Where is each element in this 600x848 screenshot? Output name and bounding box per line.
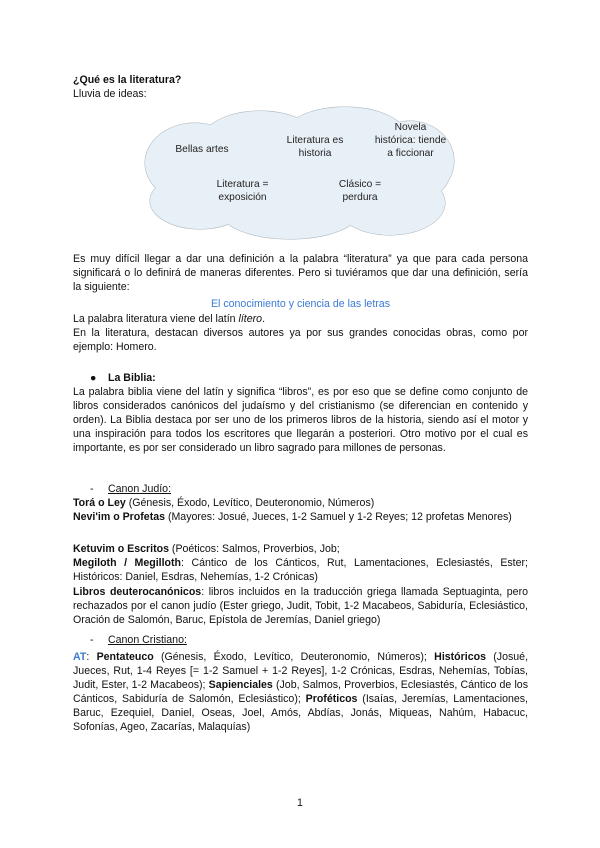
brainstorm-label: Lluvia de ideas: <box>73 88 147 100</box>
bullet-icon: ● <box>90 372 97 384</box>
idea-literatura-historia: Literatura es historia <box>286 135 344 159</box>
page-title: ¿Qué es la literatura? <box>73 74 182 86</box>
deuterocanonicos-line: Libros deuterocanónicos: libros incluidos en la traducción griega llamada Septuaginta, pero rechazados por el canon judío (Ester griego, Judit, Tobit, 1-2 Macabeos, Sabiduría, Eclesiástico, Oración de Salomón, Baruc, Epístola de Jeremías, Daniel griego) <box>73 586 528 626</box>
dash-icon: - <box>90 634 94 646</box>
ketuvim-line: Ketuvim o Escritos (Poéticos: Salmos, Proverbios, Job; <box>73 543 340 555</box>
idea-novela-historica: Novela histórica: tiende a ficcionar <box>374 122 447 159</box>
bible-heading: ● La Biblia: <box>90 372 156 384</box>
canon-cristiano-paragraph: AT: Pentateuco (Génesis, Éxodo, Levítico, Deuteronomio, Números); Históricos (Josué, Jueces, Rut, 1-4 Reyes [= 1-2 Samuel + 1-2 Reyes], 1-2 Crónicas, Esdras, Nehemías, Tobías, Judit, Ester, 1-2 Macabeos); Sapienciales (Job, Salmos, Proverbios, Eclesiastés, Cántico de los Cánticos, Sabiduría de Salomón, Eclesiástico); Proféticos (Isaías, Jeremías, Lamentaciones, Baruc, Ezequiel, Daniel, Oseas, Joel, Amós, Abdías, Jonás, Miqueas, Nahúm, Habacuc, Sofonías, Ageo, Zacarías, Malaquías) <box>73 651 529 733</box>
bible-paragraph: La palabra biblia viene del latín y significa “libros”, es por eso que se define como conjunto de libros considerados canónicos del judaísmo y del cristianismo (se diferencian en contenido y orden). La Biblia destaca por ser uno de los primeros libros de la historia, siendo así el motor y una inspiración para todos los escritores que llegarán a posteriori. Otro motivo por el cual es importante, es por ser considerado un libro sagrado para millones de personas. <box>73 386 528 454</box>
page-number: 1 <box>297 797 303 809</box>
megiloth-line: Megiloth / Megilloth: Cántico de los Cánticos, Rut, Lamentaciones, Eclesiastés, Ester; Históricos: Daniel, Esdras, Nehemías, 1-2 Crónicas) <box>73 557 528 583</box>
neviim-line: Nevi'im o Profetas (Mayores: Josué, Jueces, 1-2 Samuel y 1-2 Reyes; 12 profetas Menores) <box>73 511 512 523</box>
canon-cristiano-heading: - Canon Cristiano: <box>90 634 187 646</box>
canon-judio-heading: - Canon Judío: <box>90 483 172 495</box>
tora-line: Torá o Ley (Génesis, Éxodo, Levítico, Deuteronomio, Números) <box>73 497 375 509</box>
brainstorm-cloud <box>140 103 460 243</box>
idea-clasico-perdura: Clásico = perdura <box>338 179 382 203</box>
idea-bellas-artes: Bellas artes <box>175 144 229 155</box>
dash-icon: - <box>90 483 94 495</box>
authors-paragraph: En la literatura, destacan diversos autores ya por sus grandes conocidas obras, como por ejemplo: Homero. <box>73 327 528 353</box>
intro-paragraph: Es muy difícil llegar a dar una definición a la palabra “literatura” ya que para cada persona significará o lo definirá de maneras diferentes. Pero si tuviéramos que dar una definición, sería la siguiente: <box>73 253 528 293</box>
etymology-line: La palabra literatura viene del latín lítero. <box>73 313 266 325</box>
idea-literatura-exposicion: Literatura = exposición <box>216 179 269 203</box>
definition: El conocimiento y ciencia de las letras <box>210 298 390 310</box>
